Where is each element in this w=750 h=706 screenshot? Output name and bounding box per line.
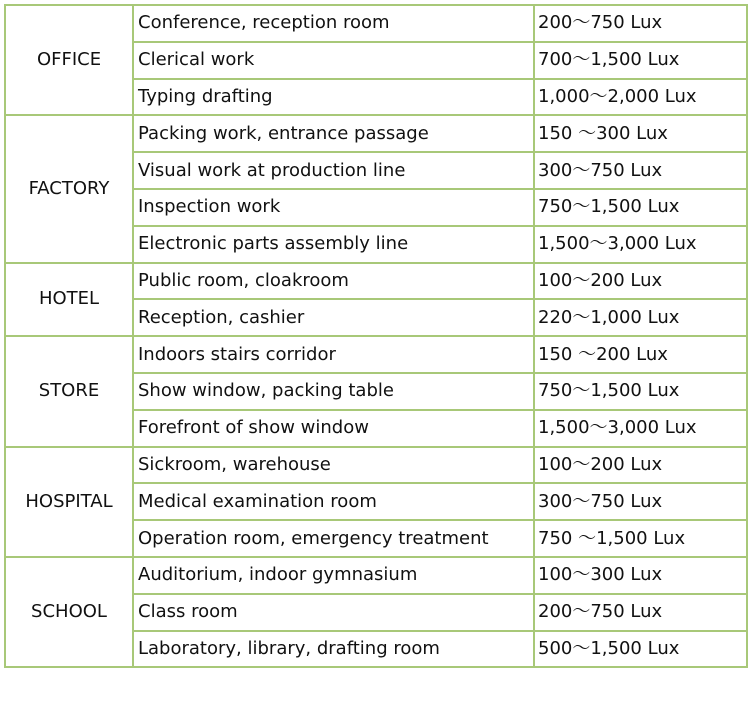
table-row: [5, 336, 747, 373]
lux-cell: 700～1,500 Lux: [534, 42, 747, 79]
usage-cell: Auditorium, indoor gymnasium: [133, 557, 534, 594]
lux-cell: 150 ～200 Lux: [534, 336, 747, 373]
usage-cell: Operation room, emergency treatment: [133, 520, 534, 557]
illuminance-table: [4, 4, 748, 668]
lux-cell: 200～750 Lux: [534, 5, 747, 42]
lux-cell: 100～300 Lux: [534, 557, 747, 594]
category-cell: HOTEL: [5, 263, 133, 337]
usage-cell: Indoors stairs corridor: [133, 336, 534, 373]
usage-cell: Typing drafting: [133, 79, 534, 116]
lux-cell: 1,000～2,000 Lux: [534, 79, 747, 116]
usage-cell: Medical examination room: [133, 483, 534, 520]
category-cell: HOSPITAL: [5, 447, 133, 557]
usage-cell: Visual work at production line: [133, 152, 534, 189]
table-row: [5, 557, 747, 594]
lux-cell: 220～1,000 Lux: [534, 299, 747, 336]
lux-cell: 1,500～3,000 Lux: [534, 226, 747, 263]
usage-cell: Conference, reception room: [133, 5, 534, 42]
lux-cell: 1,500～3,000 Lux: [534, 410, 747, 447]
usage-cell: Public room, cloakroom: [133, 263, 534, 300]
lux-cell: 300～750 Lux: [534, 152, 747, 189]
usage-cell: Class room: [133, 594, 534, 631]
usage-cell: Electronic parts assembly line: [133, 226, 534, 263]
usage-cell: Inspection work: [133, 189, 534, 226]
usage-cell: Reception, cashier: [133, 299, 534, 336]
lux-cell: 750 ～1,500 Lux: [534, 520, 747, 557]
category-cell: STORE: [5, 336, 133, 446]
lux-cell: 150 ～300 Lux: [534, 115, 747, 152]
table-row: [5, 5, 747, 42]
table-row: [5, 263, 747, 300]
usage-cell: Packing work, entrance passage: [133, 115, 534, 152]
lux-cell: 200～750 Lux: [534, 594, 747, 631]
category-cell: OFFICE: [5, 5, 133, 115]
category-cell: SCHOOL: [5, 557, 133, 667]
lux-cell: 500～1,500 Lux: [534, 631, 747, 668]
category-cell: FACTORY: [5, 115, 133, 262]
usage-cell: Show window, packing table: [133, 373, 534, 410]
usage-cell: Forefront of show window: [133, 410, 534, 447]
lux-cell: 750～1,500 Lux: [534, 373, 747, 410]
lux-cell: 300～750 Lux: [534, 483, 747, 520]
lux-cell: 750～1,500 Lux: [534, 189, 747, 226]
table-row: [5, 115, 747, 152]
usage-cell: Sickroom, warehouse: [133, 447, 534, 484]
lux-cell: 100～200 Lux: [534, 263, 747, 300]
usage-cell: Laboratory, library, drafting room: [133, 631, 534, 668]
table-row: [5, 447, 747, 484]
illuminance-table-body: [5, 5, 747, 667]
usage-cell: Clerical work: [133, 42, 534, 79]
lux-cell: 100～200 Lux: [534, 447, 747, 484]
